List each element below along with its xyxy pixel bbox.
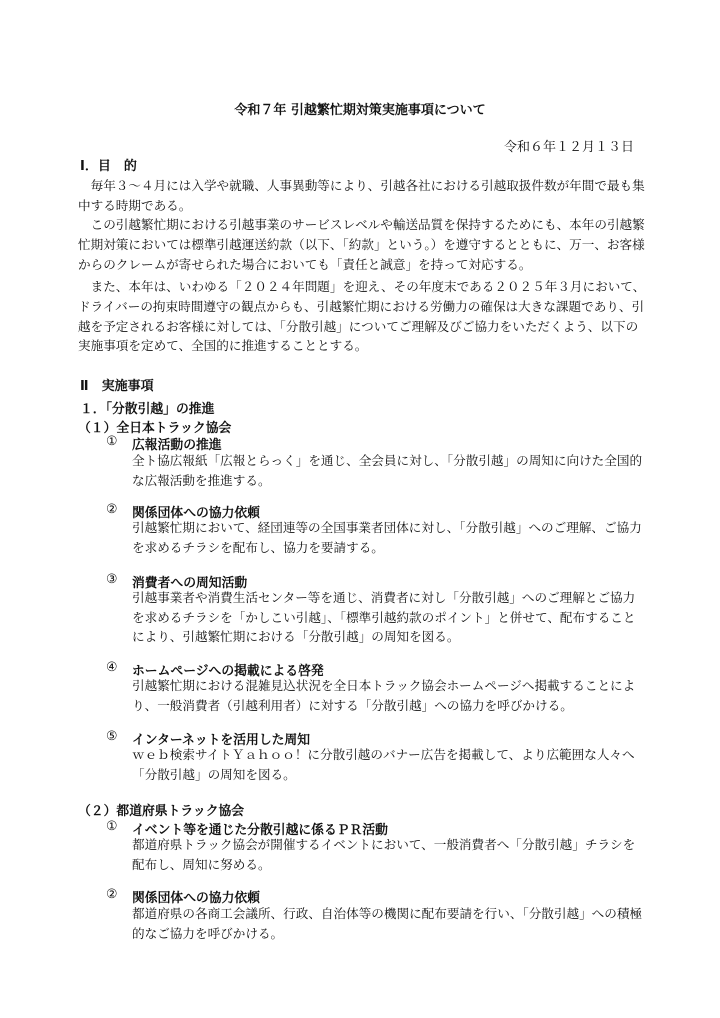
item-title: 関係団体への協力依頼 bbox=[132, 891, 260, 906]
item-text: 引越繁忙期における混雑見込状況を全日本トラック協会ホームページへ掲載することにより、一般消費者（引越利用者）に対する「分散引越」への協力を呼びかける。 bbox=[132, 678, 636, 713]
item-number: ⑤ bbox=[106, 729, 118, 744]
item-number: ② bbox=[106, 502, 118, 517]
item-title: ホームページへの掲載による啓発 bbox=[132, 664, 324, 679]
item-title: イベント等を通じた分散引越に係るＰＲ活動 bbox=[132, 823, 388, 838]
item-1-heading: １．「分散引越」の推進 bbox=[80, 402, 215, 417]
item-title: 関係団体への協力依頼 bbox=[132, 506, 260, 521]
item-text: 都道府県トラック協会が開催するイベントにおいて、一般消費者へ「分散引越」チラシを配布し、周知に努める。 bbox=[132, 837, 636, 872]
section-1-paragraph: この引越繁忙期における引越事業のサービスレベルや輸送品質を保持するためにも、本年の引越繁忙期対策においては標準引越運送約款（以下、「約款」という。）を遵守するとともに、万一、お客様からのクレームが寄せられた場合においても「責任と誠意」を持って対応する。 bbox=[78, 217, 645, 272]
document-title: 令和７年 引越繁忙期対策実施事項について bbox=[234, 103, 486, 118]
item-number: ④ bbox=[106, 660, 118, 675]
item-text: 都道府県の各商工会議所、行政、自治体等の機関に配布要請を行い、「分散引越」への積極的なご協力を呼びかける。 bbox=[132, 906, 643, 941]
item-text: ｗｅｂ検索サイトＹａｈｏｏ！に分散引越のバナー広告を掲載して、より広範囲な人々へ「分散引越」の周知を図る。 bbox=[132, 747, 635, 782]
section-2-heading: Ⅱ 実施事項 bbox=[80, 379, 154, 394]
item-title: 消費者への周知活動 bbox=[132, 576, 248, 591]
group-2-heading: （２）都道府県トラック協会 bbox=[78, 804, 245, 819]
item-title: 広報活動の推進 bbox=[132, 438, 222, 453]
item-number: ② bbox=[106, 887, 118, 902]
item-number: ① bbox=[106, 819, 118, 834]
group-1-heading: （１）全日本トラック協会 bbox=[78, 421, 232, 436]
section-1-paragraph: 毎年３～４月には入学や就職、人事異動等により、引越各社における引越取扱件数が年間で最も集中する時期である。 bbox=[78, 178, 645, 213]
item-number: ③ bbox=[106, 572, 118, 587]
item-title: インターネットを活用した周知 bbox=[132, 733, 311, 748]
item-text: 全ト協広報紙「広報とらっく」を通じ、全会員に対し、「分散引越」の周知に向けた全国的な広報活動を推進する。 bbox=[132, 453, 643, 488]
item-text: 引越繁忙期において、経団連等の全国事業者団体に対し、「分散引越」へのご理解、ご協力を求めるチラシを配布し、協力を要請する。 bbox=[132, 520, 642, 555]
item-text: 引越事業者や消費生活センター等を通じ、消費者に対し「分散引越」へのご理解とご協力を求めるチラシを「かしこい引越」、「標準引越約款のポイント」と併せて、配布することにより、引越繁忙期における「分散引越」の周知を図る。 bbox=[132, 590, 636, 645]
section-1-paragraph: また、本年は、いわゆる「２０２４年問題」を迎え、その年度末である２０２５年３月において、ドライバーの拘束時間遵守の観点からも、引越繁忙期における労働力の確保は大きな課題であり、引越を予定されるお客様に対しては、「分散引越」についてご理解及びご協力をいただくよう、以下の実施事項を定めて、全国的に推進することとする。 bbox=[78, 279, 646, 354]
item-number: ① bbox=[106, 434, 118, 449]
document-date: 令和６年１２月１３日 bbox=[503, 140, 634, 155]
section-1-heading: Ⅰ．目 的 bbox=[80, 159, 137, 174]
